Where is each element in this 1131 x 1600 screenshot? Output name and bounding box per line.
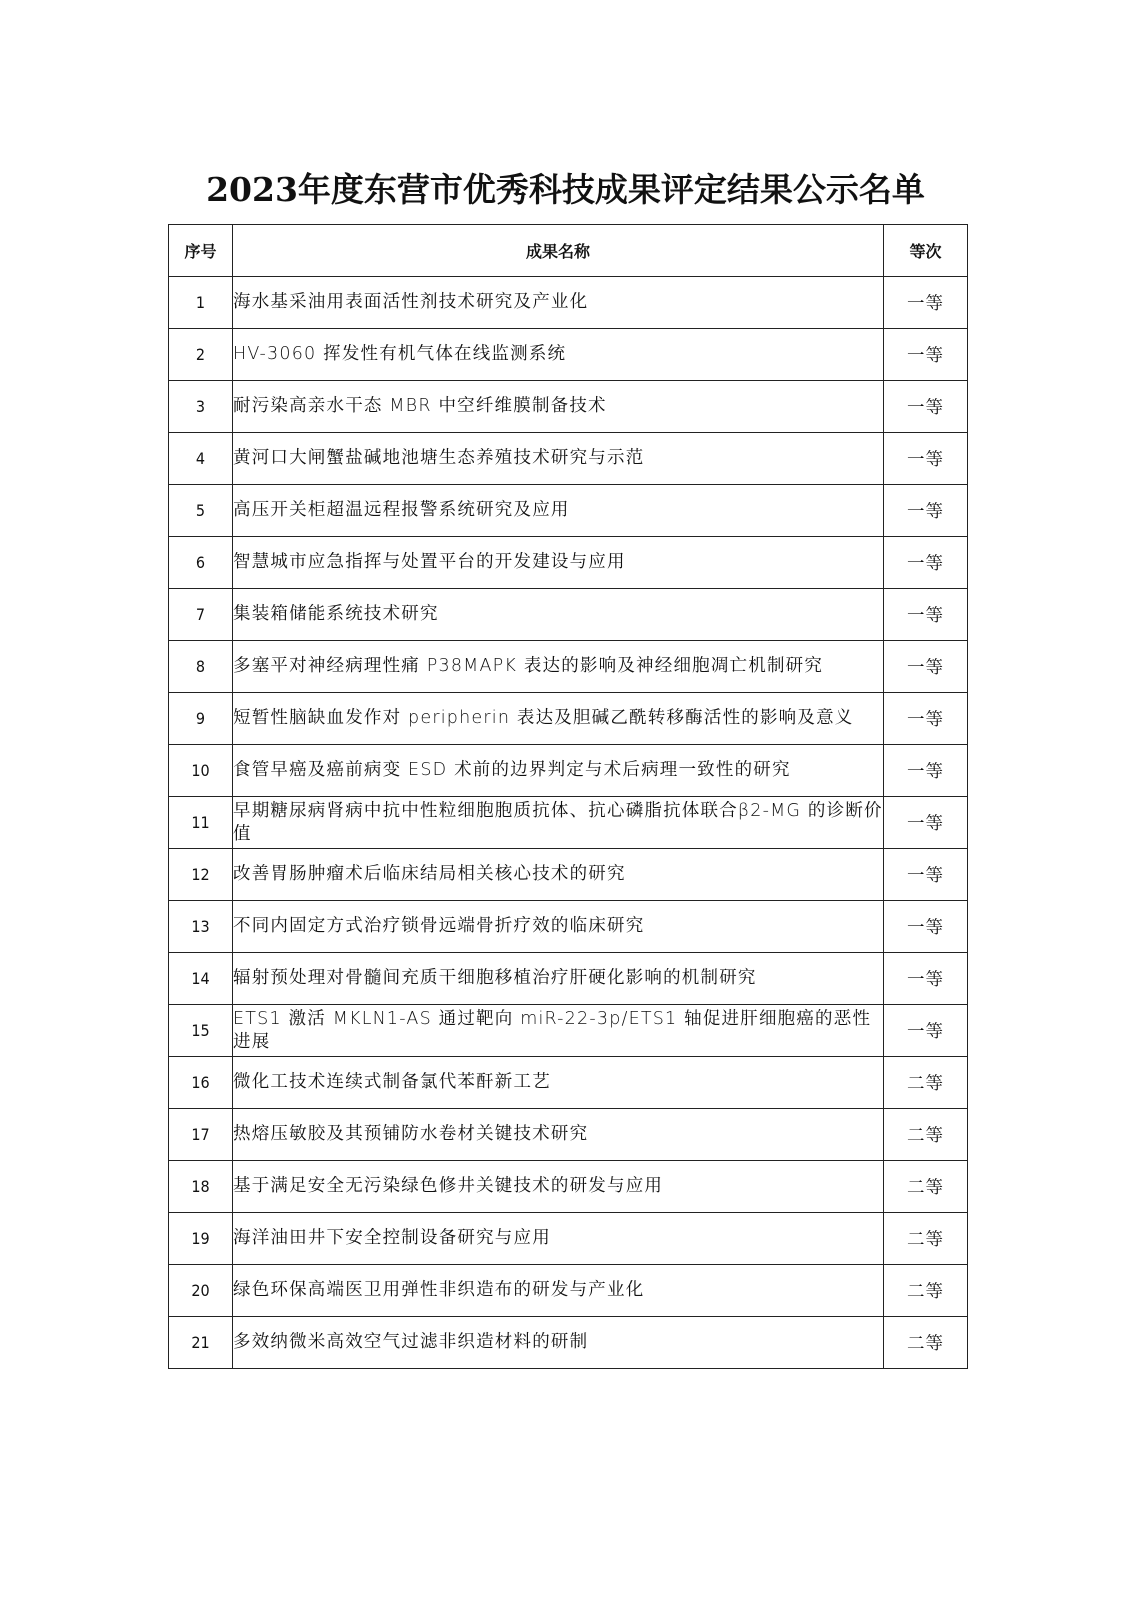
header-serial-number: 序号 xyxy=(169,225,233,277)
row-number: 9 xyxy=(169,693,233,745)
table-row xyxy=(169,277,968,329)
achievement-name: 集装箱储能系统技术研究 xyxy=(233,589,884,641)
achievement-name: 海洋油田井下安全控制设备研究与应用 xyxy=(233,1213,884,1265)
table-row xyxy=(169,693,968,745)
table-row xyxy=(169,1161,968,1213)
row-number: 18 xyxy=(169,1161,233,1213)
grade: 一等 xyxy=(884,589,968,641)
achievement-name: 短暂性脑缺血发作对 peripherin 表达及胆碱乙酰转移酶活性的影响及意义 xyxy=(233,693,884,745)
achievement-name: 多塞平对神经病理性痛 P38MAPK 表达的影响及神经细胞凋亡机制研究 xyxy=(233,641,884,693)
table-row xyxy=(169,381,968,433)
achievement-name: 微化工技术连续式制备氯代苯酐新工艺 xyxy=(233,1057,884,1109)
table-row xyxy=(169,1317,968,1369)
grade: 一等 xyxy=(884,433,968,485)
table-row xyxy=(169,1057,968,1109)
table-row xyxy=(169,641,968,693)
row-number: 4 xyxy=(169,433,233,485)
row-number: 14 xyxy=(169,953,233,1005)
table-row xyxy=(169,849,968,901)
grade: 一等 xyxy=(884,797,968,849)
row-number: 13 xyxy=(169,901,233,953)
table-row xyxy=(169,901,968,953)
grade: 一等 xyxy=(884,485,968,537)
grade: 一等 xyxy=(884,1005,968,1057)
results-table xyxy=(168,224,968,1369)
grade: 一等 xyxy=(884,537,968,589)
grade: 二等 xyxy=(884,1109,968,1161)
achievement-name: 改善胃肠肿瘤术后临床结局相关核心技术的研究 xyxy=(233,849,884,901)
row-number: 5 xyxy=(169,485,233,537)
table-row xyxy=(169,953,968,1005)
row-number: 8 xyxy=(169,641,233,693)
grade: 二等 xyxy=(884,1213,968,1265)
achievement-name: 不同内固定方式治疗锁骨远端骨折疗效的临床研究 xyxy=(233,901,884,953)
grade: 一等 xyxy=(884,329,968,381)
row-number: 19 xyxy=(169,1213,233,1265)
table-row xyxy=(169,797,968,849)
table-row xyxy=(169,485,968,537)
grade: 二等 xyxy=(884,1317,968,1369)
grade: 一等 xyxy=(884,745,968,797)
achievement-name: ETS1 激活 MKLN1-AS 通过靶向 miR-22-3p/ETS1 轴促进肝细胞癌的恶性进展 xyxy=(233,1005,884,1057)
row-number: 15 xyxy=(169,1005,233,1057)
row-number: 11 xyxy=(169,797,233,849)
grade: 二等 xyxy=(884,1265,968,1317)
row-number: 12 xyxy=(169,849,233,901)
grade: 一等 xyxy=(884,901,968,953)
row-number: 16 xyxy=(169,1057,233,1109)
achievement-name: 热熔压敏胶及其预铺防水卷材关键技术研究 xyxy=(233,1109,884,1161)
row-number: 2 xyxy=(169,329,233,381)
table-row xyxy=(169,745,968,797)
grade: 二等 xyxy=(884,1057,968,1109)
grade: 一等 xyxy=(884,381,968,433)
table-header-row xyxy=(169,225,968,277)
table-row xyxy=(169,329,968,381)
achievement-name: 智慧城市应急指挥与处置平台的开发建设与应用 xyxy=(233,537,884,589)
grade: 二等 xyxy=(884,1161,968,1213)
achievement-name: 黄河口大闸蟹盐碱地池塘生态养殖技术研究与示范 xyxy=(233,433,884,485)
grade: 一等 xyxy=(884,693,968,745)
grade: 一等 xyxy=(884,641,968,693)
grade: 一等 xyxy=(884,277,968,329)
table-row xyxy=(169,1265,968,1317)
achievement-name: 辐射预处理对骨髓间充质干细胞移植治疗肝硬化影响的机制研究 xyxy=(233,953,884,1005)
achievement-name: 基于满足安全无污染绿色修井关键技术的研发与应用 xyxy=(233,1161,884,1213)
row-number: 7 xyxy=(169,589,233,641)
achievement-name: 海水基采油用表面活性剂技术研究及产业化 xyxy=(233,277,884,329)
row-number: 1 xyxy=(169,277,233,329)
page-title: 2023年度东营市优秀科技成果评定结果公示名单 xyxy=(206,170,925,209)
table-row xyxy=(169,1109,968,1161)
achievement-name: 高压开关柜超温远程报警系统研究及应用 xyxy=(233,485,884,537)
table-row xyxy=(169,1213,968,1265)
row-number: 10 xyxy=(169,745,233,797)
row-number: 17 xyxy=(169,1109,233,1161)
achievement-name: 食管早癌及癌前病变 ESD 术前的边界判定与术后病理一致性的研究 xyxy=(233,745,884,797)
grade: 一等 xyxy=(884,953,968,1005)
row-number: 3 xyxy=(169,381,233,433)
table-body xyxy=(169,277,968,1369)
grade: 一等 xyxy=(884,849,968,901)
table-row xyxy=(169,537,968,589)
table-row xyxy=(169,589,968,641)
row-number: 6 xyxy=(169,537,233,589)
achievement-name: 绿色环保高端医卫用弹性非织造布的研发与产业化 xyxy=(233,1265,884,1317)
achievement-name: 早期糖尿病肾病中抗中性粒细胞胞质抗体、抗心磷脂抗体联合β2-MG 的诊断价值 xyxy=(233,797,884,849)
row-number: 20 xyxy=(169,1265,233,1317)
table-row xyxy=(169,1005,968,1057)
achievement-name: 多效纳微米高效空气过滤非织造材料的研制 xyxy=(233,1317,884,1369)
header-grade: 等次 xyxy=(884,225,968,277)
row-number: 21 xyxy=(169,1317,233,1369)
table-row xyxy=(169,433,968,485)
achievement-name: HV-3060 挥发性有机气体在线监测系统 xyxy=(233,329,884,381)
achievement-name: 耐污染高亲水干态 MBR 中空纤维膜制备技术 xyxy=(233,381,884,433)
header-achievement-name: 成果名称 xyxy=(233,225,884,277)
